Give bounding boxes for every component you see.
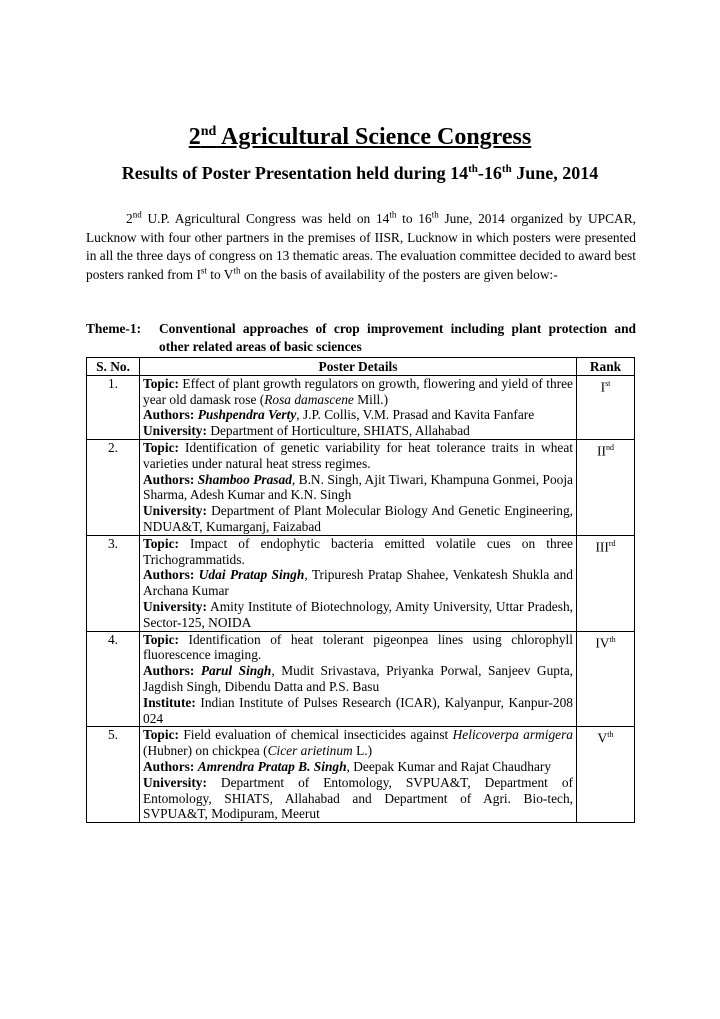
- authors-text: , B.N. Singh, Ajit Tiwari, Khampuna Gonmei, Pooja Sharma, Adesh Kumar and K.N. Singh: [143, 471, 573, 503]
- topic-italic: Helicoverpa armigera: [452, 727, 573, 743]
- authors-label: Authors:: [143, 407, 195, 423]
- lead-author: Parul Singh: [200, 663, 272, 679]
- authors-text: , Deepak Kumar and Rajat Chaudhary: [346, 758, 552, 774]
- topic-text: Impact of endophytic bacteria emitted volatile cues on three Trichogrammatids.: [143, 535, 573, 567]
- topic-text: Field evaluation of chemical insecticides against: [178, 727, 453, 743]
- rank-sup: th: [609, 634, 616, 644]
- authors-text: , Tripuresh Pratap Shahee, Venkatesh Shukla and Archana Kumar: [143, 567, 574, 599]
- topic-label: Topic:: [143, 375, 179, 391]
- row-details: [140, 631, 577, 727]
- row-rank: [577, 727, 635, 823]
- rank-sup: nd: [605, 442, 614, 452]
- intro-sup: th: [389, 209, 397, 220]
- topic-text: L.): [352, 743, 373, 759]
- row-rank: [577, 439, 635, 535]
- rank-value: V: [597, 730, 608, 746]
- row-details: [140, 727, 577, 823]
- lead-author: Amrendra Pratap B. Singh: [197, 758, 347, 774]
- intro-text: June, 2014 organized by UPCAR, Lucknow with four other partners in the premises of IISR, Lucknow in which posters were presented in all the three days of congress on 13 thematic areas. The evaluation committee decided to award best posters ranked from I: [86, 211, 636, 282]
- row-topic: [143, 727, 573, 759]
- intro-sup: th: [233, 265, 241, 276]
- row-university: [143, 775, 573, 822]
- authors-label: Authors:: [143, 758, 195, 774]
- authors-label: Authors:: [143, 471, 195, 487]
- topic-text: (Hubner) on chickpea (: [143, 743, 268, 759]
- intro-sup: nd: [132, 209, 142, 220]
- row-university: [143, 503, 573, 535]
- subtitle-sup: th: [501, 163, 512, 175]
- intro-sup: th: [431, 209, 439, 220]
- topic-text: Identification of genetic variability for heat tolerance traits in wheat varieties under natural heat stress regimes.: [143, 439, 573, 471]
- row-details: [140, 439, 577, 535]
- row-details: [140, 375, 577, 439]
- table-row: [87, 727, 635, 823]
- authors-text: , J.P. Collis, V.M. Prasad and Kavita Fanfare: [296, 407, 535, 423]
- table-row: [87, 631, 635, 727]
- lead-author: Pushpendra Verty: [197, 407, 297, 423]
- university-label: University:: [143, 503, 207, 519]
- row-university: [143, 423, 573, 439]
- page-subtitle: [0, 163, 720, 184]
- row-rank: [577, 535, 635, 631]
- intro-text: on the basis of availability of the posters are given below:-: [240, 266, 558, 282]
- topic-label: Topic:: [143, 631, 179, 647]
- row-details: [140, 535, 577, 631]
- row-rank: [577, 375, 635, 439]
- topic-italic: Rosa damascene: [264, 391, 354, 407]
- row-sno: 1.: [87, 375, 140, 439]
- university-label: University:: [143, 774, 207, 790]
- authors-label: Authors:: [143, 663, 195, 679]
- topic-label: Topic:: [143, 439, 179, 455]
- theme-label: Theme-1:: [86, 321, 142, 336]
- subtitle-sup: th: [468, 163, 478, 175]
- row-sno: 3.: [87, 535, 140, 631]
- rank-value: IV: [595, 635, 610, 651]
- topic-italic: Cicer arietinum: [267, 743, 353, 759]
- lead-author: Shamboo Prasad: [197, 471, 292, 487]
- row-topic: [143, 536, 573, 568]
- subtitle-part: Results of Poster Presentation held during 14: [121, 163, 469, 183]
- theme-heading: [86, 320, 636, 356]
- topic-label: Topic:: [143, 727, 179, 743]
- topic-label: Topic:: [143, 535, 179, 551]
- university-text: Department of Plant Molecular Biology And Genetic Engineering, NDUA&T, Kumarganj, Faizabad: [143, 503, 573, 534]
- institute-text: Indian Institute of Pulses Research (ICAR), Kalyanpur, Kanpur-208 024: [143, 694, 573, 726]
- rank-sup: rd: [608, 538, 616, 548]
- university-text: Amity Institute of Biotechnology, Amity University, Uttar Pradesh, Sector-125, NOIDA: [143, 598, 573, 630]
- topic-text: Mill.): [353, 391, 389, 407]
- title-number: 2: [188, 124, 201, 150]
- table-row: [87, 439, 635, 535]
- row-rank: [577, 631, 635, 727]
- intro-text: 2: [126, 211, 133, 226]
- title-superscript: nd: [200, 124, 217, 139]
- theme-text: Conventional approaches of crop improvement including plant protection and other related areas of basic sciences: [159, 321, 636, 354]
- row-authors: [143, 663, 573, 695]
- title-text: Agricultural Science Congress: [221, 124, 532, 150]
- rank-value: I: [600, 379, 606, 395]
- intro-sup: st: [200, 265, 207, 276]
- intro-text: U.P. Agricultural Congress was held on 14: [141, 211, 390, 226]
- authors-text: , Mudit Srivastava, Priyanka Porwal, Sanjeev Gupta, Jagdish Singh, Dibendu Datta and P.S. Basu: [143, 663, 573, 694]
- institute-label: Institute:: [143, 694, 196, 710]
- results-table: [86, 357, 635, 823]
- university-label: University:: [143, 598, 207, 614]
- row-topic: [143, 376, 573, 408]
- intro-text: to 16: [396, 211, 432, 226]
- university-text: Department of Horticulture, SHIATS, Allahabad: [206, 423, 470, 439]
- table-row: [87, 535, 635, 631]
- topic-text: Effect of plant growth regulators on growth, flowering and yield of three year old damask rose (: [143, 375, 573, 407]
- subtitle-part: -16: [477, 163, 502, 183]
- rank-value: II: [597, 443, 606, 459]
- rank-value: III: [595, 539, 609, 555]
- table-row: [87, 375, 635, 439]
- rank-sup: st: [605, 378, 611, 388]
- header-rank: Rank: [577, 358, 635, 376]
- row-institute: [143, 695, 573, 727]
- header-details: Poster Details: [140, 358, 577, 376]
- row-authors: [143, 472, 573, 504]
- row-authors: [143, 407, 573, 423]
- page-title: [0, 124, 720, 151]
- rank-sup: th: [607, 730, 614, 740]
- header-sno: S. No.: [87, 358, 140, 376]
- intro-paragraph: [86, 210, 636, 284]
- row-topic: [143, 440, 573, 472]
- lead-author: Udai Pratap Singh: [198, 567, 305, 583]
- university-text: Department of Entomology, SVPUA&T, Department of Entomology, SHIATS, Allahabad and Department of Agri. Bio-tech, SVPUA&T, Modipuram, Meerut: [143, 774, 573, 822]
- topic-text: Identification of heat tolerant pigeonpea lines using chlorophyll fluorescence imaging.: [143, 631, 573, 663]
- row-university: [143, 599, 573, 631]
- authors-label: Authors:: [143, 567, 195, 583]
- row-sno: 4.: [87, 631, 140, 727]
- row-authors: [143, 759, 573, 775]
- row-sno: 5.: [87, 727, 140, 823]
- intro-text: to V: [206, 266, 234, 282]
- row-topic: [143, 632, 573, 664]
- university-label: University:: [143, 423, 207, 439]
- row-authors: [143, 567, 573, 599]
- row-sno: 2.: [87, 439, 140, 535]
- subtitle-part: June, 2014: [516, 163, 599, 183]
- table-header-row: [87, 358, 635, 376]
